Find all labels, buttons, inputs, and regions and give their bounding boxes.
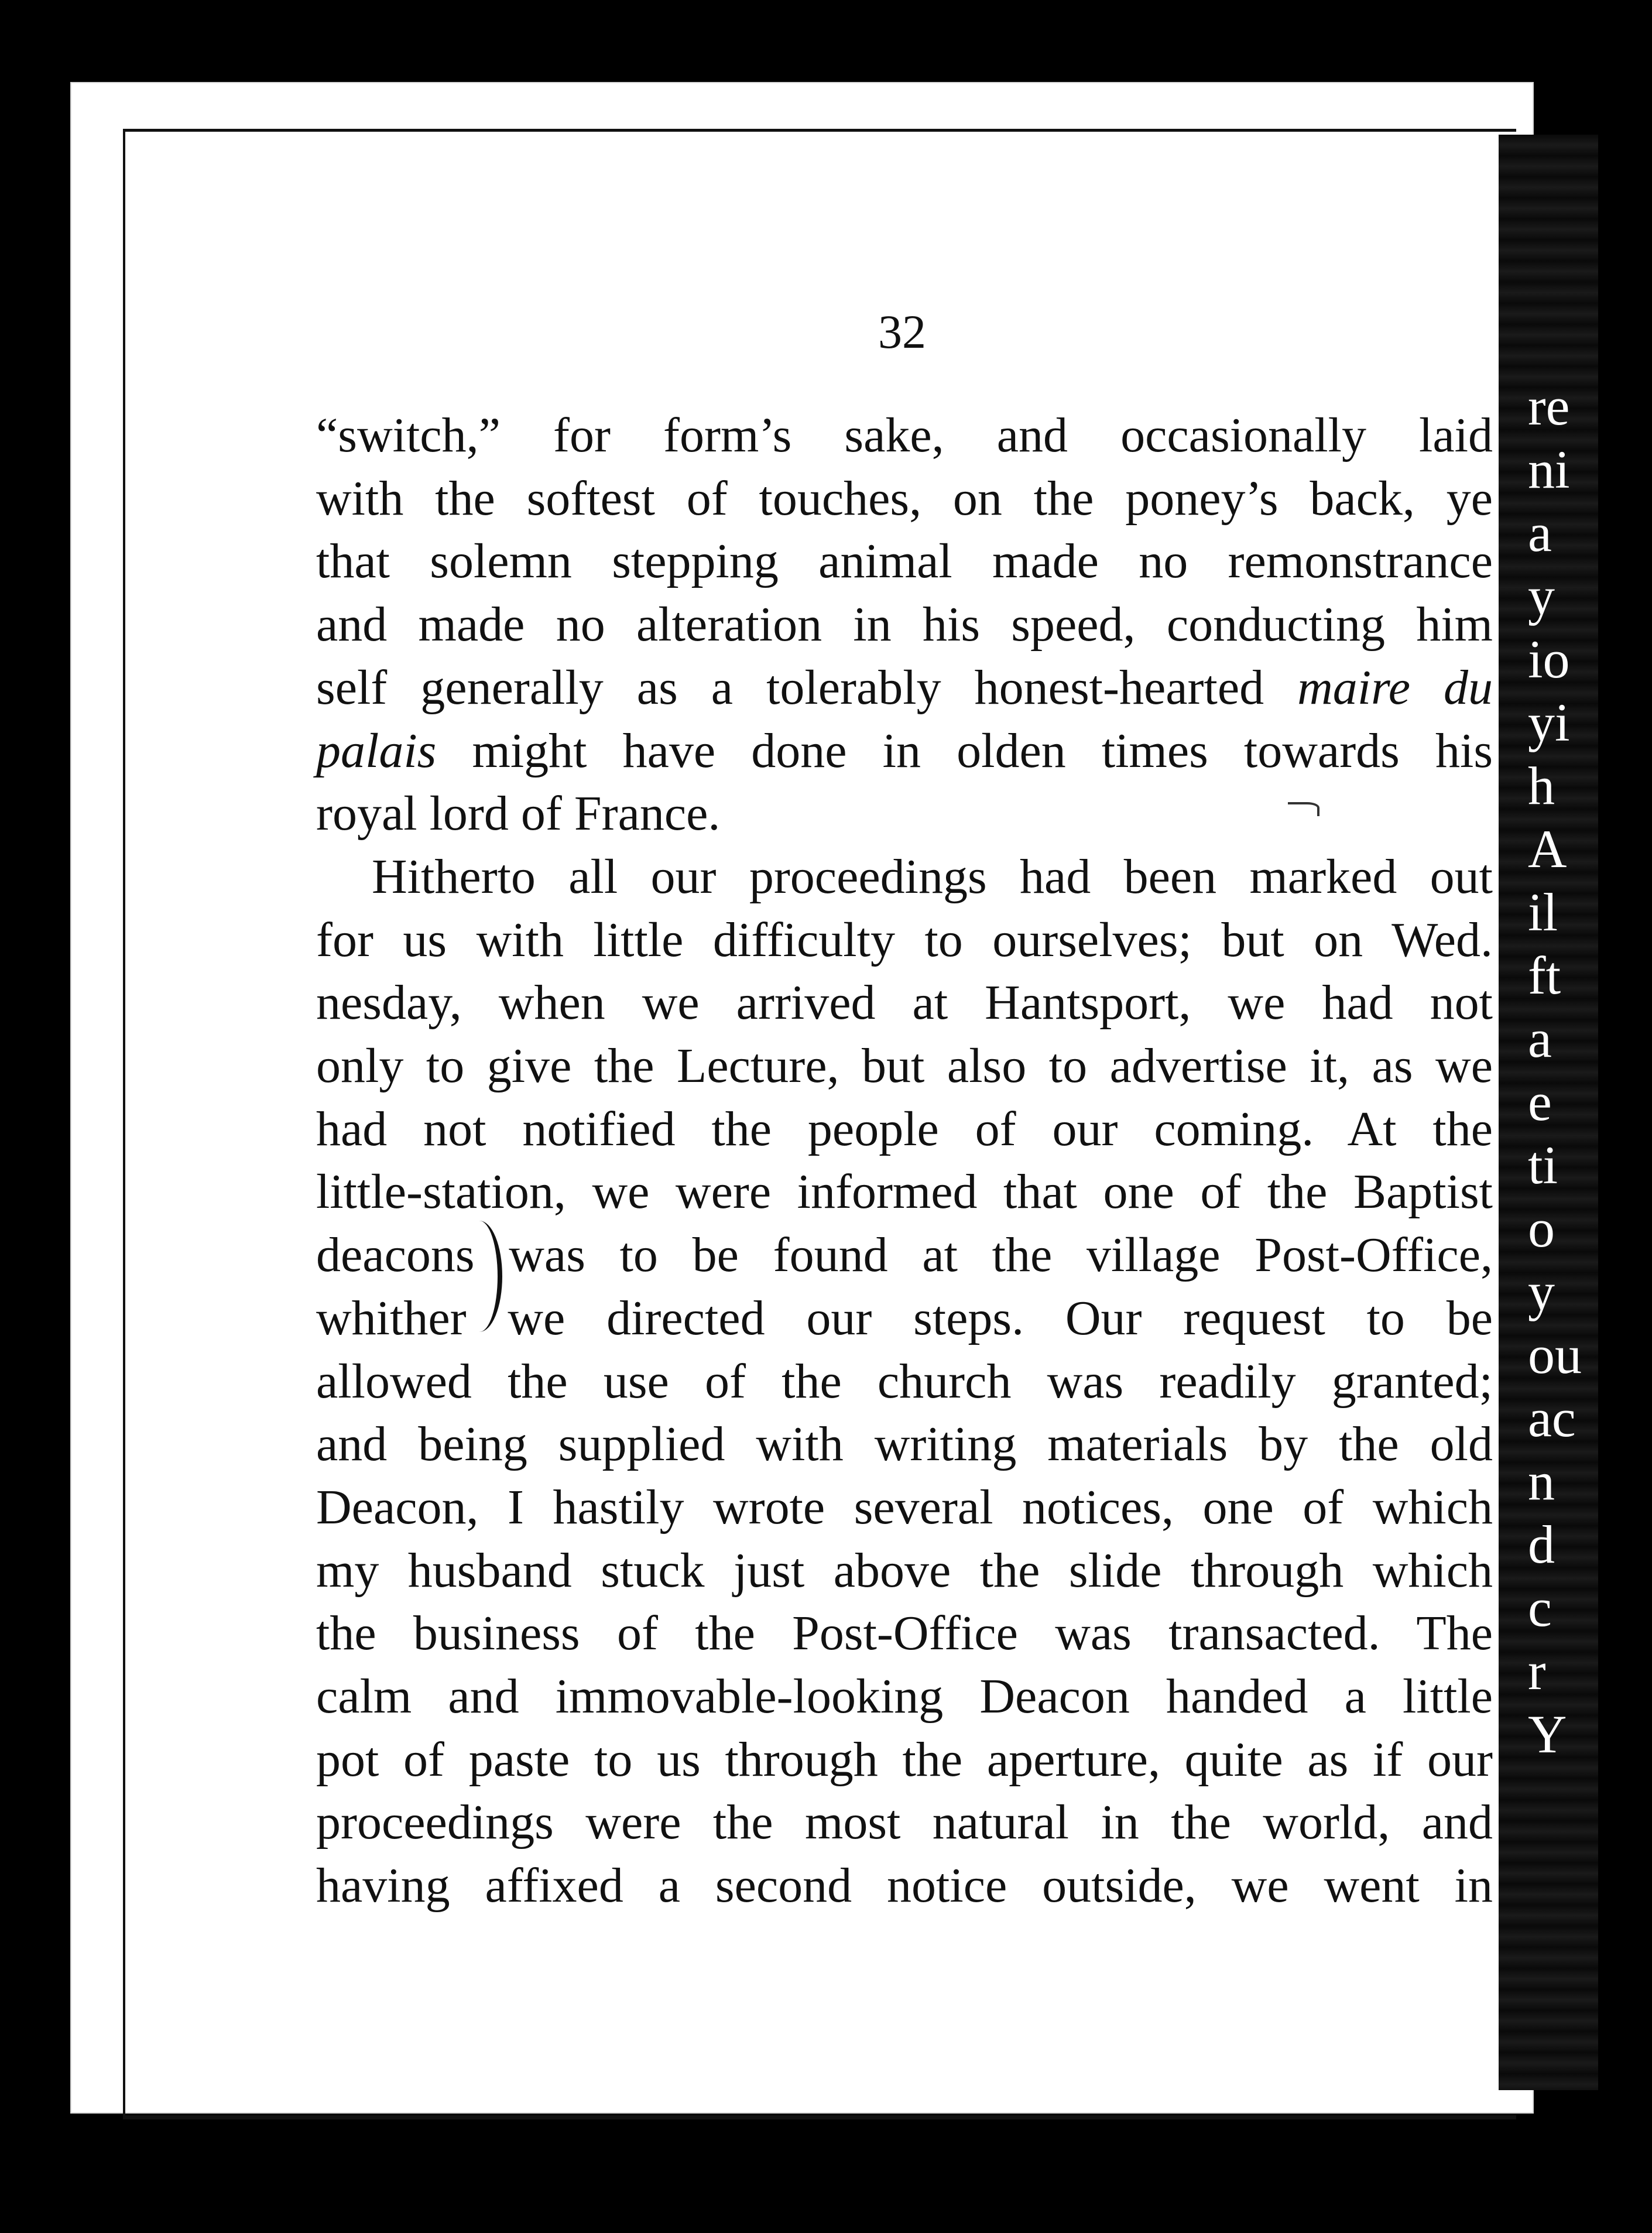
text-line-part: self generally as a tolerably honest-hearted	[316, 660, 1264, 715]
fragment: Y	[1528, 1704, 1567, 1764]
text-line: had not notified the people of our coming. At the	[316, 1101, 1493, 1156]
text-line: proceedings were the most natural in the world, and	[316, 1795, 1493, 1850]
text-line	[316, 656, 1493, 720]
text-line: little-station, we were informed that one of the Baptist	[316, 1165, 1493, 1220]
text-line: deacons was to be found at the village Post-Office,	[316, 1228, 1493, 1283]
text-line: and being supplied with writing materials by the old	[316, 1417, 1493, 1472]
fragment: ti	[1528, 1135, 1558, 1195]
text-line: Hitherto all our proceedings had been marked out	[372, 849, 1493, 904]
body-text	[316, 404, 1493, 1917]
fragment: io	[1528, 629, 1570, 689]
fragment: o	[1528, 1198, 1555, 1258]
text-line: only to give the Lecture, but also to advertise it, as we	[316, 1039, 1493, 1094]
fragment: yi	[1528, 693, 1570, 752]
fragment: c	[1528, 1578, 1552, 1638]
fragment: re	[1528, 376, 1570, 436]
fragment: y	[1528, 1262, 1555, 1321]
italic-phrase: maire du	[1297, 660, 1493, 715]
fragment: d	[1528, 1515, 1555, 1574]
fragment: ni	[1528, 440, 1570, 499]
fragment: A	[1528, 819, 1567, 879]
fragment: e	[1528, 1072, 1552, 1132]
text-line: the business of the Post-Office was transacted. The	[316, 1606, 1493, 1661]
pencil-bracket-mark	[457, 1221, 502, 1332]
fragment: il	[1528, 882, 1558, 942]
fragment: h	[1528, 756, 1555, 816]
text-line: pot of paste to us through the aperture, quite as if our	[316, 1732, 1493, 1787]
text-line: for us with little difficulty to ourselves; but on Wed.	[316, 912, 1493, 967]
text-line: with the softest of touches, on the poney’s back, ye	[316, 471, 1493, 526]
page-number: 32	[878, 305, 926, 358]
text-line-part: might have done in olden times towards his	[472, 723, 1493, 778]
fragment: r	[1528, 1641, 1546, 1701]
fragment: a	[1528, 503, 1552, 563]
text-line	[316, 720, 1493, 783]
text-line: that solemn stepping animal made no remonstrance	[316, 534, 1493, 589]
text-line: nesday, when we arrived at Hantsport, we had not	[316, 975, 1493, 1030]
text-line: whither we directed our steps. Our request to be	[316, 1290, 1493, 1345]
text-line: Deacon, I hastily wrote several notices, one of which	[316, 1479, 1493, 1535]
fragment: ou	[1528, 1325, 1582, 1385]
text-line: royal lord of France.	[316, 786, 721, 841]
pencil-arrow-mark	[1288, 802, 1319, 816]
text-line: and made no alteration in his speed, conducting him	[316, 597, 1493, 652]
fragment: a	[1528, 1009, 1552, 1068]
fragment: ft	[1528, 946, 1561, 1005]
fragment: ac	[1528, 1388, 1576, 1448]
text-line: allowed the use of the church was readily granted;	[316, 1354, 1493, 1409]
fragment: n	[1528, 1451, 1555, 1511]
text-line: “switch,” for form’s sake, and occasionally laid	[316, 408, 1493, 463]
adjacent-page-fragments	[1528, 375, 1622, 1766]
fragment: y	[1528, 566, 1555, 626]
italic-phrase: palais	[316, 723, 437, 778]
text-line: my husband stuck just above the slide through which	[316, 1543, 1493, 1598]
text-line: calm and immovable-looking Deacon handed a little	[316, 1669, 1493, 1724]
text-line: having affixed a second notice outside, we went in	[316, 1858, 1493, 1913]
